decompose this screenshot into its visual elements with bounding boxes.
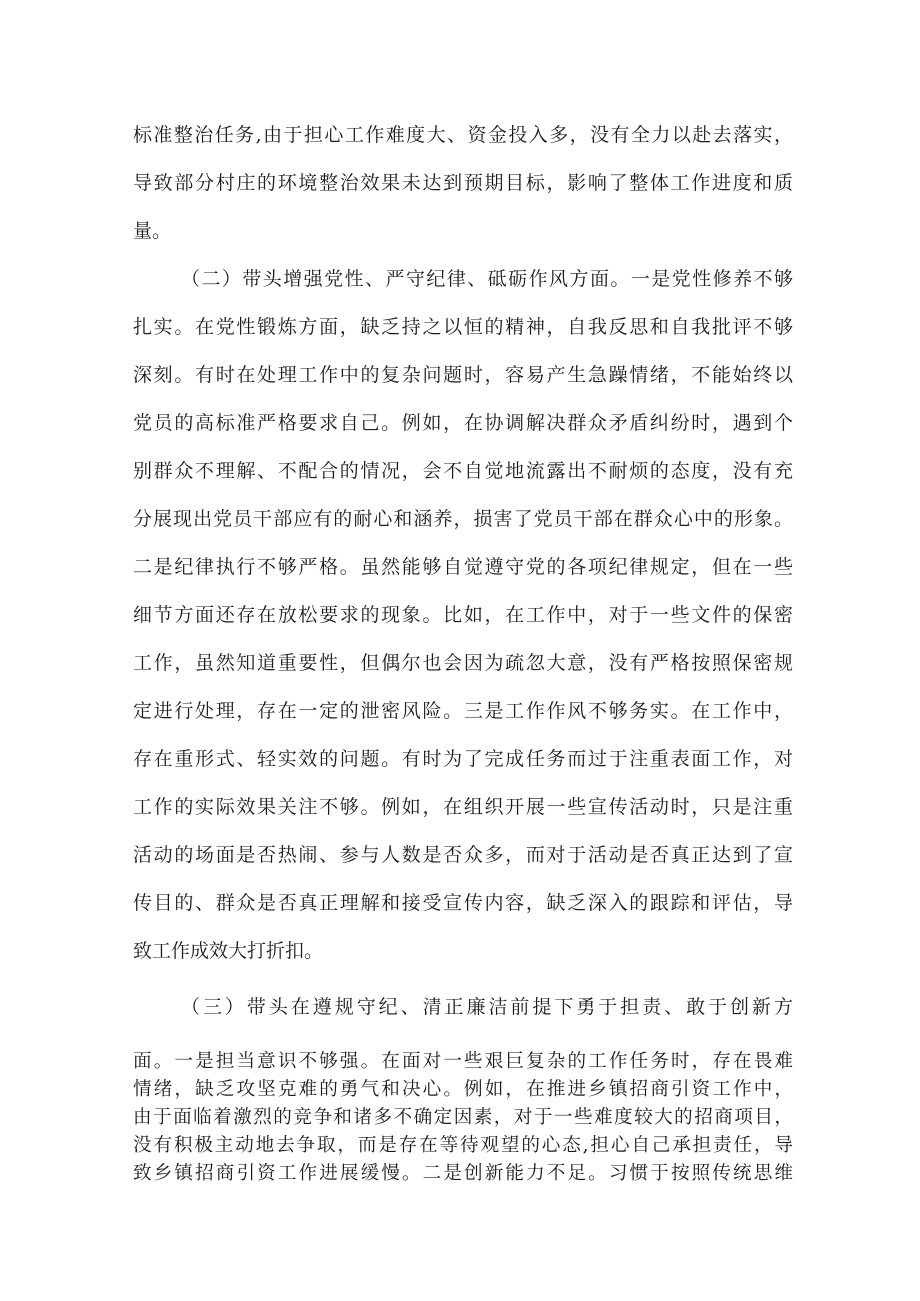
text-line: 定进行处理，存在一定的泄密风险。三是工作作风不够务实。在工作中，: [133, 700, 793, 722]
text-line: 分展现出党员干部应有的耐心和涵养，损害了党员干部在群众心中的形象。: [133, 508, 793, 530]
text-line: 党员的高标准严格要求自己。例如，在协调解决群众矛盾纠纷时，遇到个: [133, 412, 793, 434]
text-line: 由于面临着激烈的竞争和诸多不确定因素，对于一些难度较大的招商项目，: [133, 1107, 793, 1128]
text-line: 活动的场面是否热闹、参与人数是否众多，而对于活动是否真正达到了宣: [133, 844, 793, 866]
text-line: 工作，虽然知道重要性，但偶尔也会因为疏忽大意，没有严格按照保密规: [133, 652, 793, 674]
text-line: 没有积极主动地去争取，而是存在等待观望的心态,担心自己承担责任，导: [133, 1135, 793, 1156]
text-line: 深刻。有时在处理工作中的复杂问题时，容易产生急躁情绪，不能始终以: [133, 364, 793, 386]
text-line: 情绪，缺乏攻坚克难的勇气和决心。例如，在推进乡镇招商引资工作中，: [133, 1079, 793, 1100]
text-line: 致工作成效大打折扣。: [133, 940, 324, 962]
text-line: 扎实。在党性锻炼方面，缺乏持之以恒的精神，自我反思和自我批评不够: [133, 316, 793, 338]
text-line: 标准整治任务,由于担心工作难度大、资金投入多，没有全力以赴去落实，: [133, 124, 793, 146]
text-line: 存在重形式、轻实效的问题。有时为了完成任务而过于注重表面工作，对: [133, 748, 793, 770]
section-heading-3: （三）带头在遵规守纪、清正廉洁前提下勇于担责、敢于创新方: [181, 996, 793, 1018]
text-line: 面。一是担当意识不够强。在面对一些艰巨复杂的工作任务时，存在畏难: [133, 1051, 793, 1072]
text-line: 细节方面还存在放松要求的现象。比如，在工作中，对于一些文件的保密: [133, 604, 793, 626]
section-heading-2: （二）带头增强党性、严守纪律、砥砺作风方面。一是党性修养不够: [181, 268, 793, 290]
text-line: 致乡镇招商引资工作进展缓慢。二是创新能力不足。习惯于按照传统思维: [133, 1163, 793, 1184]
text-line: 二是纪律执行不够严格。虽然能够自觉遵守党的各项纪律规定，但在一些: [133, 556, 793, 578]
text-line: 别群众不理解、不配合的情况，会不自觉地流露出不耐烦的态度，没有充: [133, 460, 793, 482]
text-line: 量。: [133, 220, 172, 242]
text-line: 导致部分村庄的环境整治效果未达到预期目标，影响了整体工作进度和质: [133, 172, 793, 194]
text-line: 传目的、群众是否真正理解和接受宣传内容，缺乏深入的跟踪和评估，导: [133, 892, 793, 914]
text-line: 工作的实际效果关注不够。例如，在组织开展一些宣传活动时，只是注重: [133, 796, 793, 818]
